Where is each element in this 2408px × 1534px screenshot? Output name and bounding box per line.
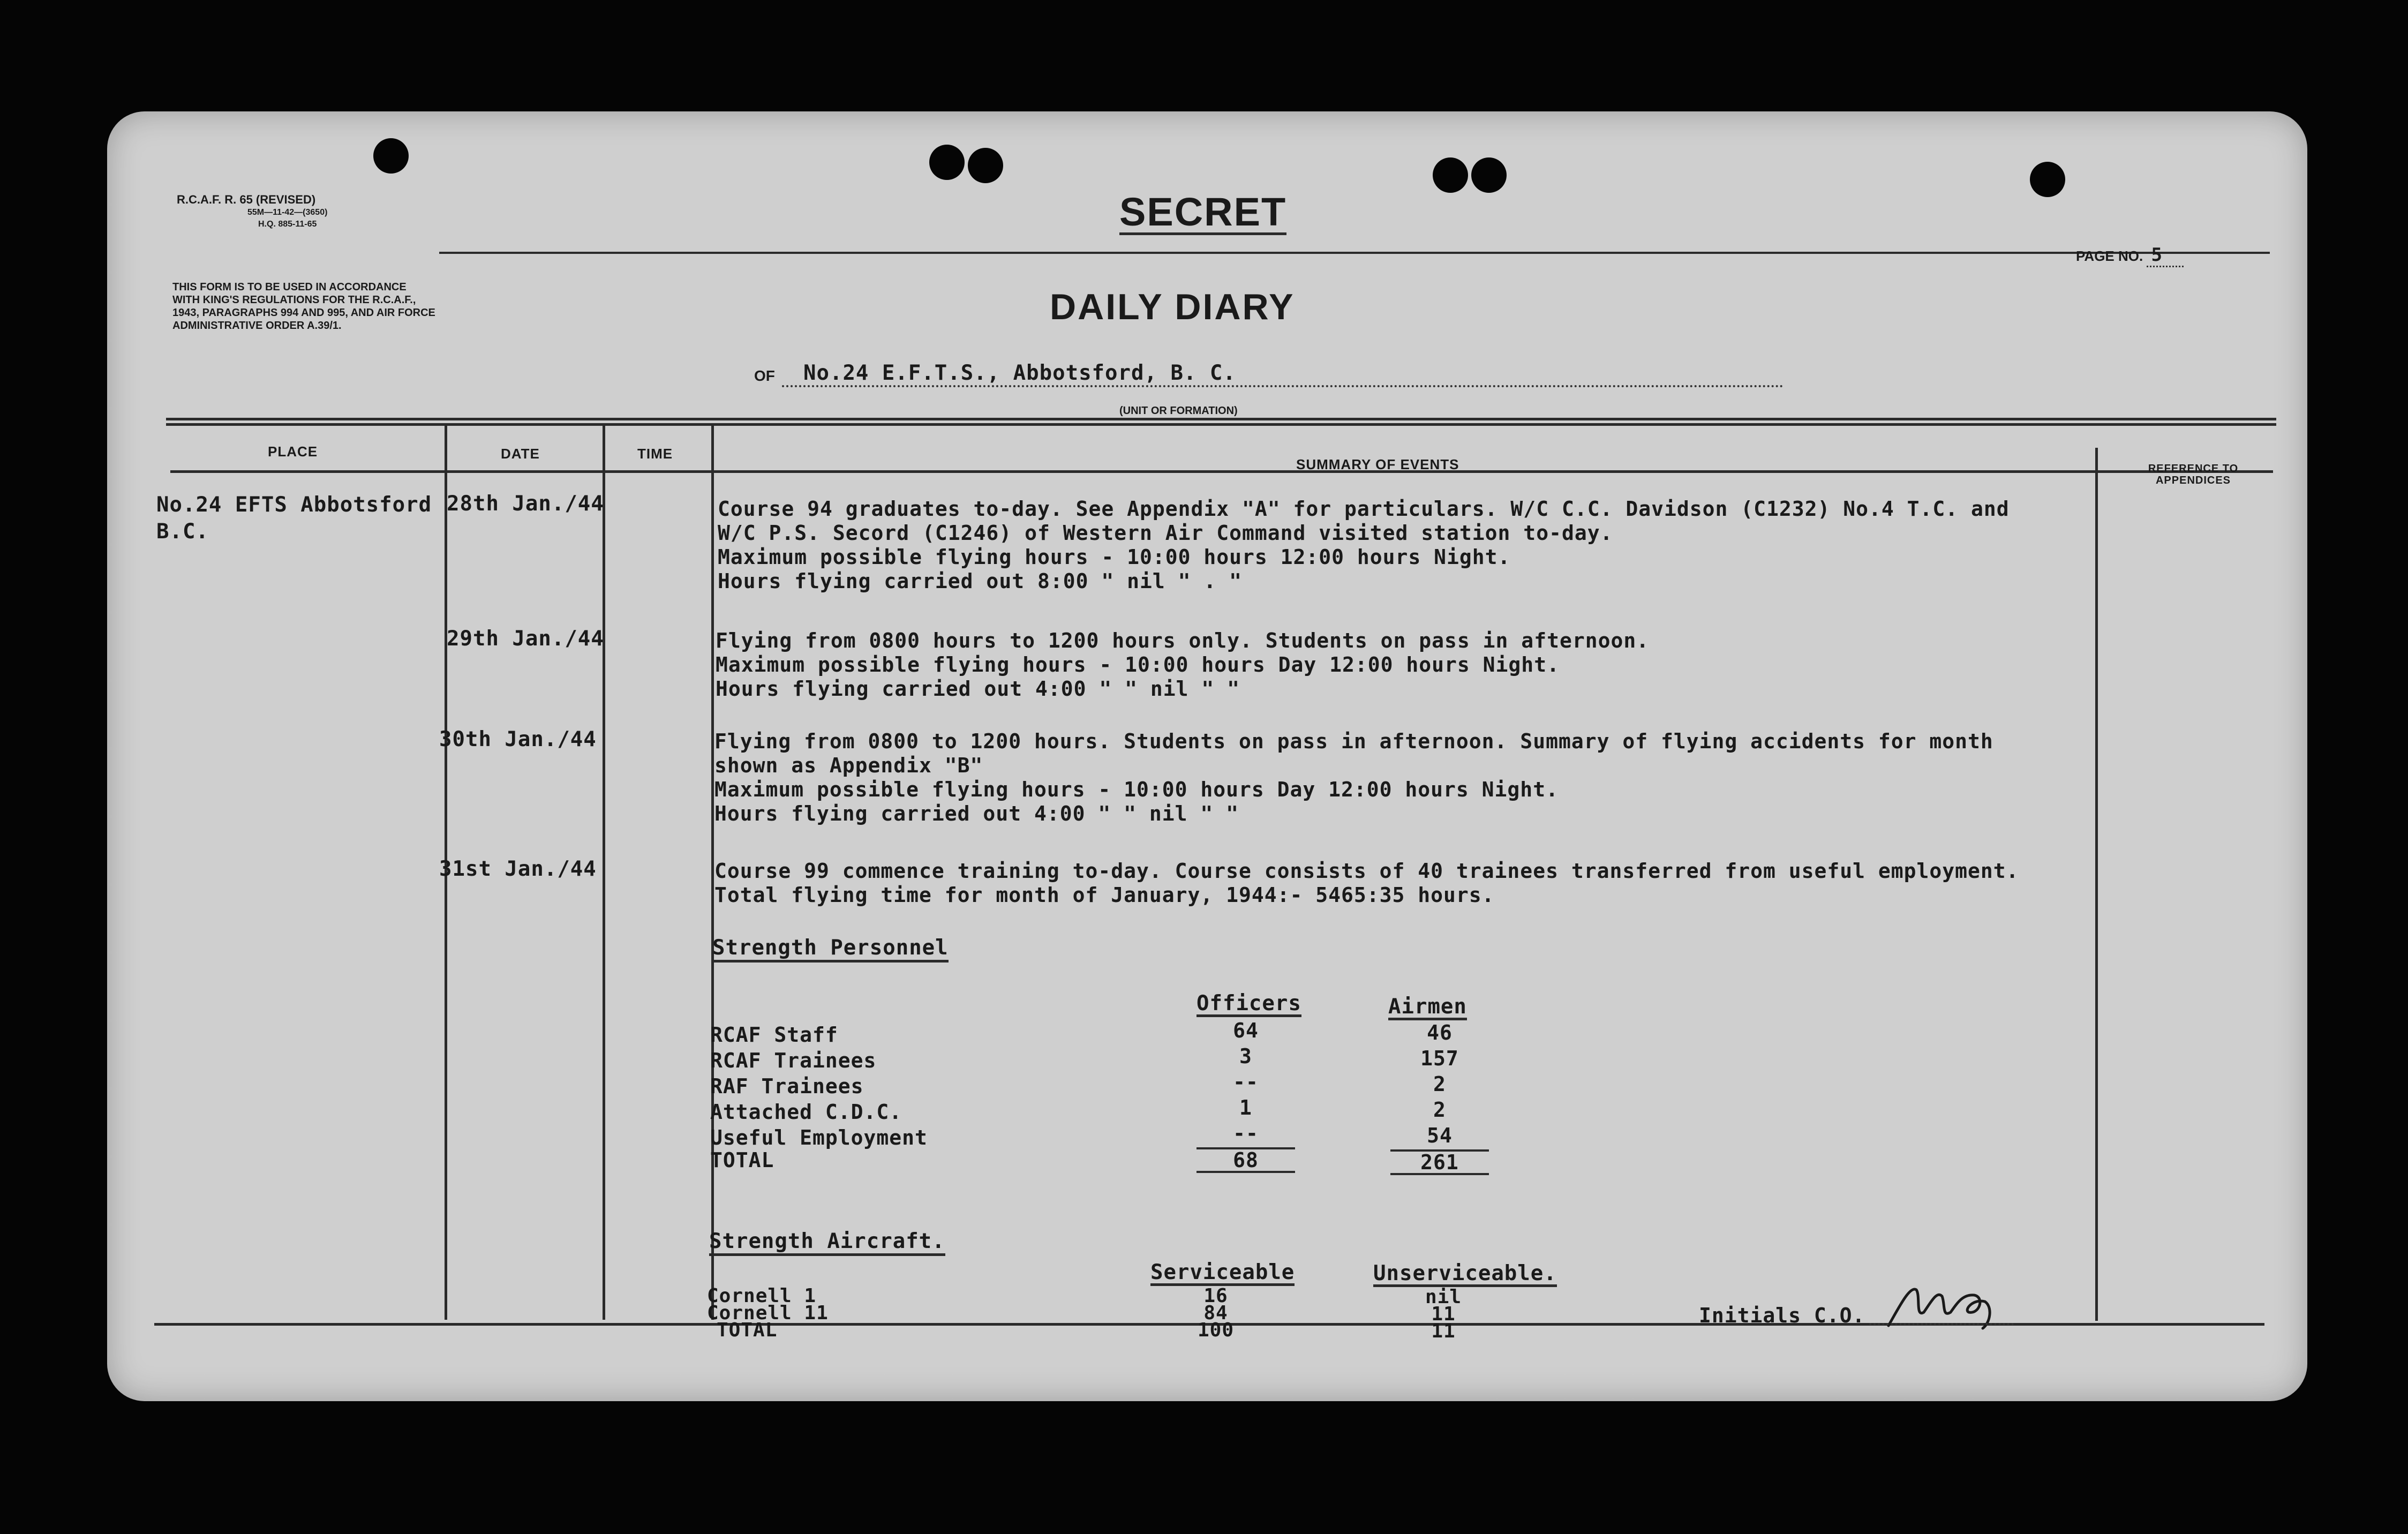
page-number-label: PAGE NO. 5 xyxy=(2076,244,2184,266)
column-header-time: TIME xyxy=(637,446,673,462)
table-top-rule xyxy=(166,423,2276,426)
column-header-reference: REFERENCE TO APPENDICES xyxy=(2148,463,2239,486)
airmen-column-header: Airmen xyxy=(1388,996,1467,1020)
unserviceable-column: nil 11 11 xyxy=(1425,1286,1462,1342)
strength-personnel-heading: Strength Personnel xyxy=(712,936,949,962)
strength-aircraft-heading: Strength Aircraft. xyxy=(709,1230,945,1256)
column-header-place: PLACE xyxy=(268,443,318,460)
form-code: H.Q. 885-11-65 xyxy=(258,220,317,229)
personnel-row-label: RCAF Trainees xyxy=(710,1049,877,1072)
airmen-column: 46 157 2 2 54 261 xyxy=(1390,1020,1489,1175)
table-top-rule xyxy=(166,418,2276,420)
aircraft-row-label: TOTAL xyxy=(717,1319,778,1341)
entry-date: 28th Jan./44 xyxy=(447,492,604,516)
punch-hole xyxy=(929,145,965,180)
aircraft-row-label: Cornell 11 xyxy=(707,1302,829,1324)
entry-summary: Flying from 0800 hours to 1200 hours only. Students on pass in afternoon. Maximum possible flying hours - 10:00 hours Day 12:00 hours Night. Hours flying carried out 4:00 " " nil " " xyxy=(716,629,1650,701)
personnel-row-label: Attached C.D.C. xyxy=(710,1100,902,1124)
officers-column-header: Officers xyxy=(1197,993,1301,1017)
header-rule xyxy=(439,252,2270,254)
personnel-row-label: RAF Trainees xyxy=(710,1074,864,1098)
personnel-row-label: TOTAL xyxy=(710,1148,774,1172)
officers-column: 64 3 -- 1 -- 68 xyxy=(1197,1018,1295,1173)
aircraft-labels xyxy=(707,1285,829,1341)
entry-date: 29th Jan./44 xyxy=(447,627,604,651)
officers-total: 68 xyxy=(1197,1147,1295,1173)
column-divider xyxy=(2095,448,2098,1321)
unserviceable-column-header: Unserviceable. xyxy=(1373,1263,1557,1287)
punch-hole xyxy=(373,138,409,174)
entry-summary: Flying from 0800 to 1200 hours. Students on pass in afternoon. Summary of flying accidents for month shown as Appendix "B" Maximum possible flying hours - 10:00 hours Day 12:00 hours Night. Hours flying carried out 4:00 " " nil " " xyxy=(714,730,1993,825)
airmen-total: 261 xyxy=(1390,1149,1489,1175)
column-divider xyxy=(603,423,605,1320)
form-code: 55M—11-42—(3650) xyxy=(247,208,328,217)
entry-date: 31st Jan./44 xyxy=(439,857,597,881)
co-signature xyxy=(1883,1275,2044,1336)
place-cell: No.24 EFTS Abbotsford B.C. xyxy=(156,493,432,544)
personnel-labels xyxy=(710,1022,928,1173)
initials-line xyxy=(1869,1323,2014,1325)
punch-hole xyxy=(2030,162,2065,197)
entry-date: 30th Jan./44 xyxy=(439,727,597,751)
unit-caption: (UNIT OR FORMATION) xyxy=(1119,405,1238,417)
punch-hole xyxy=(1471,157,1507,193)
page-number: 5 xyxy=(2147,244,2183,267)
personnel-row-label: RCAF Staff xyxy=(710,1023,838,1047)
personnel-row-label: Useful Employment xyxy=(710,1126,928,1149)
form-title: DAILY DIARY xyxy=(1050,287,1295,327)
punch-hole xyxy=(968,148,1003,183)
column-header-summary: SUMMARY OF EVENTS xyxy=(1296,456,1459,472)
form-number: R.C.A.F. R. 65 (REVISED) xyxy=(177,193,316,206)
diary-form-card xyxy=(107,111,2307,1401)
column-divider xyxy=(711,423,714,1320)
initials-co-label: Initials C.O. xyxy=(1699,1304,1865,1327)
punch-hole xyxy=(1433,157,1468,193)
serviceable-column: 16 84 100 xyxy=(1197,1285,1235,1341)
entry-summary: Course 94 graduates to-day. See Appendix "A" for particulars. W/C C.C. Davidson (C1232) No.4 T.C. and W/C P.S. Secord (C1246) of Western Air Command visited station to-day. Maximum possible flying hours - 10:00 hours 12:00 hours Night. Hours flying carried out 8:00 " nil " . " xyxy=(718,497,2010,593)
classification-label: SECRET xyxy=(1119,190,1287,234)
serviceable-column-header: Serviceable xyxy=(1150,1262,1295,1286)
column-header-date: DATE xyxy=(501,446,540,462)
form-instructions: THIS FORM IS TO BE USED IN ACCORDANCE WITH KING'S REGULATIONS FOR THE R.C.A.F., 1943, PARAGRAPHS 994 AND 995, AND AIR FORCE ADMINISTRATIVE ORDER A.39/1. xyxy=(172,281,435,332)
of-label: OF xyxy=(754,367,775,384)
header-bottom-rule xyxy=(170,470,2273,473)
aircraft-row-label: Cornell 1 xyxy=(707,1285,817,1307)
entry-summary: Course 99 commence training to-day. Course consists of 40 trainees transferred from useful employment. Total flying time for month of January, 1944:- 5465:35 hours. xyxy=(714,859,2019,907)
unit-name: No.24 E.F.T.S., Abbotsford, B. C. xyxy=(782,361,1784,387)
